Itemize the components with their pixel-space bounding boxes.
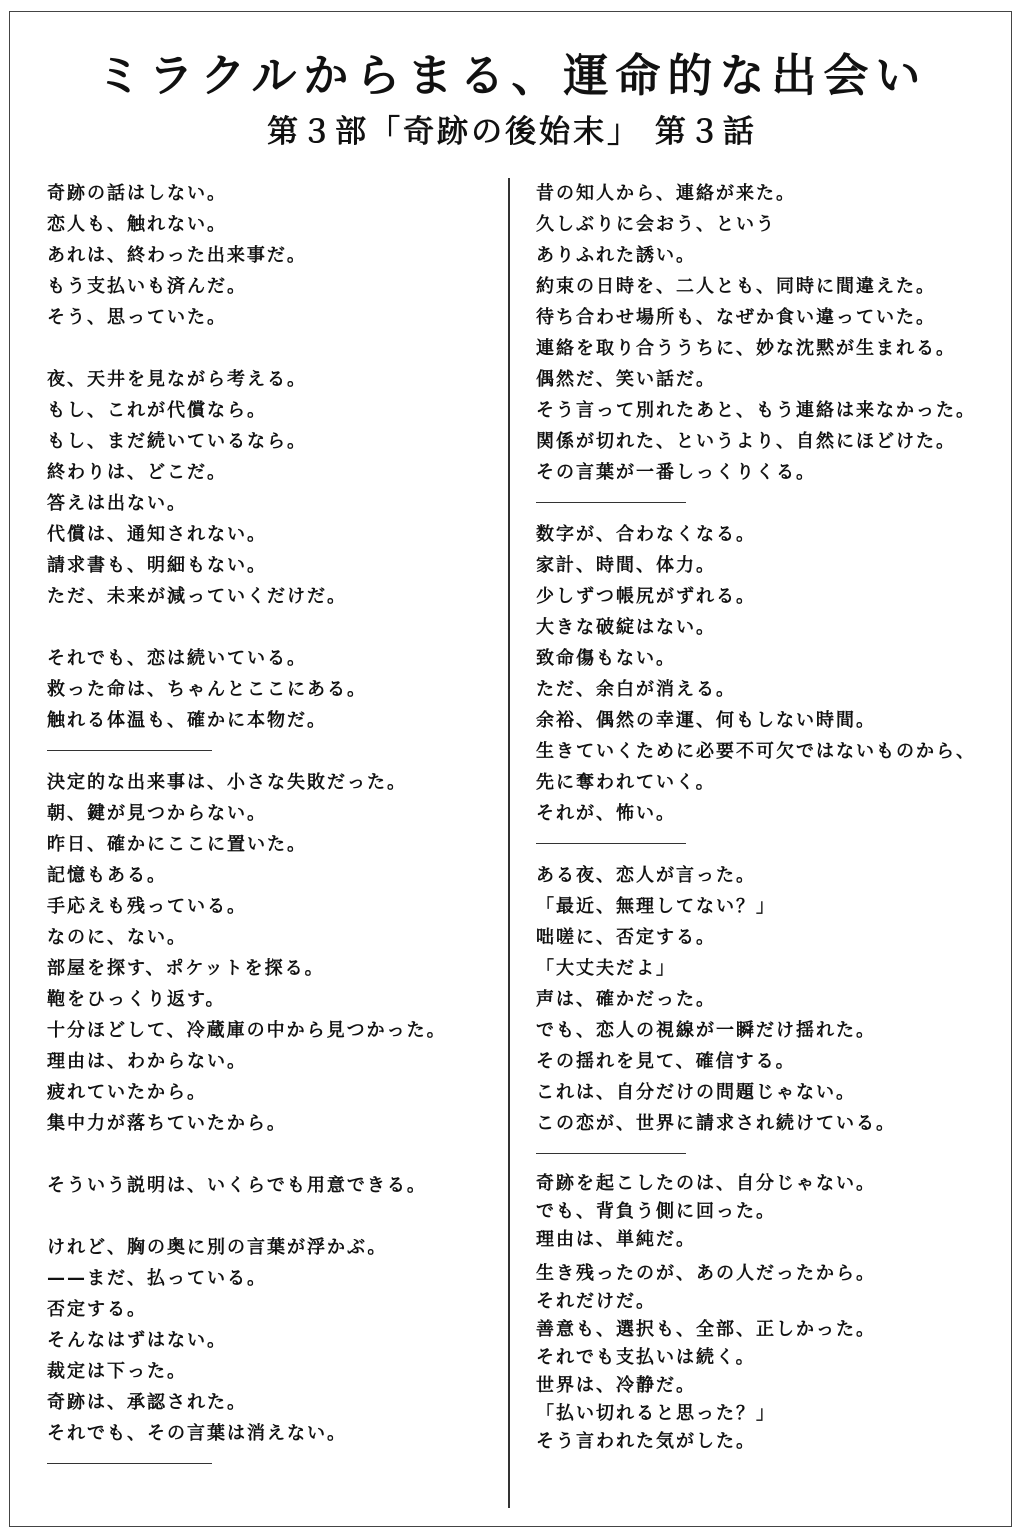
text-line: 恋人も、触れない。	[47, 214, 227, 235]
text-line: 生きていくために必要不可欠ではないものから、	[536, 741, 976, 762]
paragraph	[536, 860, 996, 1139]
text-line: 決定的な出来事は、小さな失敗だった。	[47, 772, 407, 793]
text-line: 関係が切れた、というより、自然にほどけた。	[536, 431, 956, 452]
text-line: 奇跡を起こしたのは、自分じゃない。	[536, 1173, 876, 1194]
text-line: 記憶もある。	[47, 865, 167, 886]
text-line: もう支払いも済んだ。	[47, 276, 247, 297]
text-line: そう、思っていた。	[47, 307, 227, 328]
chapter-subtitle: 第３部「奇跡の後始末」 第３話	[267, 114, 757, 150]
paragraph	[47, 178, 492, 333]
text-line: もし、まだ続いているなら。	[47, 431, 307, 452]
text-line: そう言われた気がした。	[536, 1431, 756, 1452]
text-line: それだけだ。	[536, 1291, 656, 1312]
paragraph	[47, 643, 492, 736]
text-line: 触れる体温も、確かに本物だ。	[47, 710, 327, 731]
text-line: 待ち合わせ場所も、なぜか食い違っていた。	[536, 307, 936, 328]
paragraph-gap	[47, 333, 492, 364]
text-line: 奇跡は、承認された。	[47, 1392, 247, 1413]
text-line: 善意も、選択も、全部、正しかった。	[536, 1319, 876, 1340]
text-line: 疲れていたから。	[47, 1082, 207, 1103]
text-line: ——まだ、払っている。	[47, 1268, 267, 1289]
text-line: 世界は、冷静だ。	[536, 1375, 696, 1396]
text-line: 咄嗟に、否定する。	[536, 927, 716, 948]
text-line: 数字が、合わなくなる。	[536, 524, 756, 545]
text-line: 声は、確かだった。	[536, 989, 716, 1010]
text-line: けれど、胸の奥に別の言葉が浮かぶ。	[47, 1237, 388, 1258]
text-line: そう言って別れたあと、もう連絡は来なかった。	[536, 400, 976, 421]
text-line: 奇跡の話はしない。	[47, 183, 227, 204]
paragraph	[536, 178, 996, 488]
text-line: これは、自分だけの問題じゃない。	[536, 1082, 856, 1103]
text-line: 代償は、通知されない。	[47, 524, 267, 545]
paragraph	[47, 767, 492, 1139]
text-line: そういう説明は、いくらでも用意できる。	[47, 1175, 427, 1196]
text-line: 答えは出ない。	[47, 493, 187, 514]
text-line: 救った命は、ちゃんとここにある。	[47, 679, 367, 700]
text-line: それでも支払いは続く。	[536, 1347, 756, 1368]
text-line: 「大丈夫だよ」	[536, 958, 676, 979]
text-line: 致命傷もない。	[536, 648, 676, 669]
paragraph-gap	[47, 612, 492, 643]
text-line: 請求書も、明細もない。	[47, 555, 267, 576]
text-line: 生き残ったのが、あの人だったから。	[536, 1263, 876, 1284]
text-line: でも、背負う側に回った。	[536, 1201, 776, 1222]
section-divider	[536, 502, 686, 503]
text-line: その言葉が一番しっくりくる。	[536, 462, 816, 483]
text-line: 家計、時間、体力。	[536, 555, 716, 576]
text-line: 余裕、偶然の幸運、何もしない時間。	[536, 710, 876, 731]
text-line: それでも、その言葉は消えない。	[47, 1423, 347, 1444]
text-line: なのに、ない。	[47, 927, 187, 948]
paragraph	[536, 1170, 996, 1456]
text-line: でも、恋人の視線が一瞬だけ揺れた。	[536, 1020, 876, 1041]
text-line: 昨日、確かにここに置いた。	[47, 834, 307, 855]
text-line: 大きな破綻はない。	[536, 617, 716, 638]
text-line: ありふれた誘い。	[536, 245, 696, 266]
text-line: それでも、恋は続いている。	[47, 648, 307, 669]
text-line: 集中力が落ちていたから。	[47, 1113, 287, 1134]
paragraph	[47, 1232, 492, 1449]
text-line: 手応えも残っている。	[47, 896, 247, 917]
section-divider	[536, 1153, 686, 1154]
text-line: 夜、天井を見ながら考える。	[47, 369, 307, 390]
text-line: 否定する。	[47, 1299, 147, 1320]
right-column	[536, 178, 996, 1456]
text-line: 「最近、無理してない？」	[536, 896, 776, 917]
text-line: 理由は、単純だ。	[536, 1229, 696, 1250]
paragraph	[536, 519, 996, 829]
text-line: 理由は、わからない。	[47, 1051, 247, 1072]
paragraph	[47, 1170, 492, 1201]
text-line: それが、怖い。	[536, 803, 676, 824]
paragraph-gap	[47, 1139, 492, 1170]
left-column	[47, 178, 492, 1480]
text-line: ある夜、恋人が言った。	[536, 865, 756, 886]
paragraph-gap	[47, 1201, 492, 1232]
text-line: 裁定は下った。	[47, 1361, 187, 1382]
text-line: そんなはずはない。	[47, 1330, 227, 1351]
section-divider	[47, 750, 212, 751]
text-line: 鞄をひっくり返す。	[47, 989, 226, 1010]
text-line: 少しずつ帳尻がずれる。	[536, 586, 756, 607]
text-line: 十分ほどして、冷蔵庫の中から見つかった。	[47, 1020, 447, 1041]
page-title: ミラクルからまる、運命的な出会い	[96, 49, 928, 102]
text-line: 偶然だ、笑い話だ。	[536, 369, 716, 390]
paragraph	[47, 364, 492, 612]
text-line: 久しぶりに会おう、という	[536, 214, 776, 235]
text-line: 先に奪われていく。	[536, 772, 716, 793]
text-line: この恋が、世界に請求され続けている。	[536, 1113, 896, 1134]
column-divider	[508, 178, 510, 1508]
text-line: 部屋を探す、ポケットを探る。	[47, 958, 325, 979]
text-line: 終わりは、どこだ。	[47, 462, 227, 483]
section-divider	[536, 843, 686, 844]
text-line: あれは、終わった出来事だ。	[47, 245, 307, 266]
text-line: 「払い切れると思った？」	[536, 1403, 776, 1424]
text-line: 昔の知人から、連絡が来た。	[536, 183, 796, 204]
text-line: もし、これが代償なら。	[47, 400, 267, 421]
text-line: ただ、未来が減っていくだけだ。	[47, 586, 347, 607]
text-line: その揺れを見て、確信する。	[536, 1051, 796, 1072]
text-line: 連絡を取り合ううちに、妙な沈黙が生まれる。	[536, 338, 956, 359]
text-line: ただ、余白が消える。	[536, 679, 736, 700]
text-line: 朝、鍵が見つからない。	[47, 803, 267, 824]
section-divider	[47, 1463, 212, 1464]
text-line: 約束の日時を、二人とも、同時に間違えた。	[536, 276, 936, 297]
